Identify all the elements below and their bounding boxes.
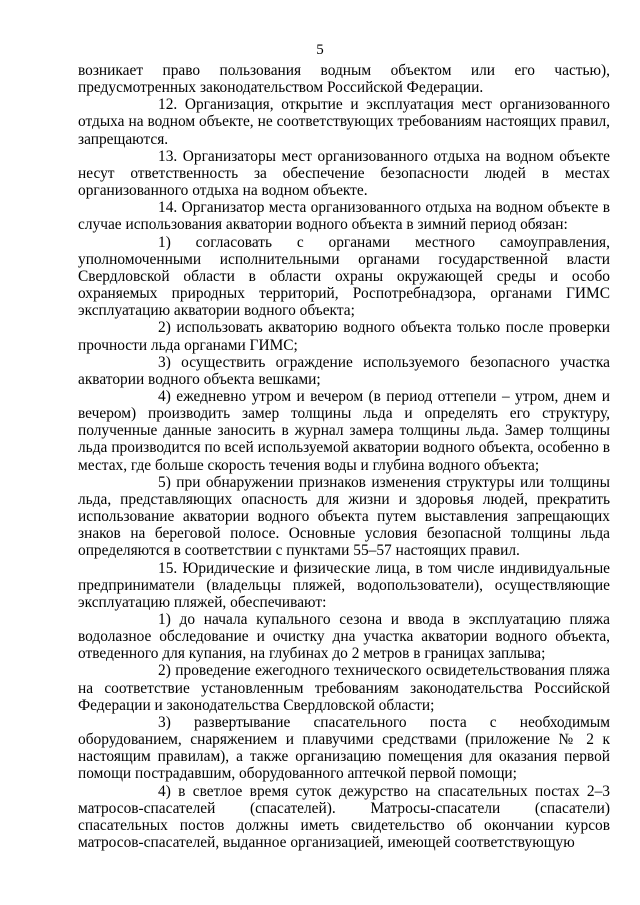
list-item-text: при обнаружении признаков изменения структуры или толщины льда, представляющих опасность для жизни и здоровья людей, прекратить использование акватории водного объекта путем выставления запрещающих знаков на береговой полосе. Основные условия безопасной толщины льда определяются в соответствии с пунктами 55–57 настоящих правил.	[78, 473, 610, 560]
paragraph-number: 12.	[158, 96, 178, 114]
list-item-number: 4)	[158, 782, 171, 800]
list-item	[78, 388, 610, 474]
paragraph-text: Организаторы мест организованного отдыха на водном объекте несут ответственность за обеспечение безопасности людей в местах организованного отдыха на водном объекте.	[78, 147, 610, 200]
paragraph-number: 14.	[158, 199, 178, 217]
list-item	[78, 354, 610, 388]
list-item-text: проведение ежегодного технического освидетельствования пляжа на соответствие установленным требованиям законодательства Российской Федерации и законодательства Свердловской области;	[78, 662, 610, 714]
paragraph-number: 13.	[158, 147, 178, 165]
list-item-number: 4)	[158, 387, 171, 405]
paragraph-text: Юридические и физические лица, в том числе индивидуальные предприниматели (владельцы пляжей, водопользователи), осуществляющие эксплуатацию пляжей, обеспечивают:	[78, 559, 610, 611]
list-item	[78, 319, 610, 353]
paragraph-number: 15.	[158, 559, 178, 577]
list-item	[78, 474, 610, 560]
list-item	[78, 783, 610, 852]
paragraph	[78, 62, 610, 96]
document-body	[78, 62, 610, 851]
list-item-number: 3)	[158, 353, 171, 371]
list-item	[78, 234, 610, 320]
list-item-number: 1)	[158, 611, 171, 628]
paragraph	[78, 199, 610, 233]
paragraph-text: Организация, открытие и эксплуатация мест организованного отдыха на водном объекте, не соответствующих требованиям настоящих правил, запрещаются.	[78, 96, 610, 148]
list-item-text: ежедневно утром и вечером (в период оттепели – утром, днем и вечером) производить замер толщины льда и определять его структуру, полученные данные заносить в журнал замера толщины льда. Замер толщины льда производится по всей используемой акватории водного объекта, особенно в местах, где больше скорость течения воды и глубина водного объекта;	[78, 387, 610, 474]
paragraph	[78, 96, 610, 147]
list-item	[78, 662, 610, 713]
list-item-number: 1)	[158, 233, 171, 251]
list-item	[78, 714, 610, 783]
list-item-number: 3)	[158, 713, 171, 731]
list-item	[78, 611, 610, 662]
list-item-number: 2)	[158, 319, 171, 337]
list-item-text: осуществить ограждение используемого безопасного участка акватории водного объекта вешками;	[78, 353, 610, 388]
paragraph	[78, 148, 610, 199]
list-item-text: использовать акваторию водного объекта только после проверки прочности льда органами ГИМС;	[78, 319, 610, 354]
paragraph	[78, 560, 610, 611]
list-item-text: до начала купального сезона и ввода в эксплуатацию пляжа водолазное обследование и очистку дна участка акватории водного объекта, отведенного для купания, на глубинах до 2 метров в границах заплыва;	[78, 611, 610, 663]
paragraph-text: возникает право пользования водным объектом или его частью), предусмотренных законодательством Российской Федерации.	[78, 62, 610, 97]
list-item-number: 2)	[158, 662, 171, 680]
list-item-text: в светлое время суток дежурство на спасательных постах 2–3 матросов-спасателей (спасателей). Матросы-спасатели (спасатели) спасательных постов должны иметь свидетельство об окончании курсов матросов-спасателей, выданное организацией, имеющей соответствующую	[78, 782, 610, 852]
list-item-text: развертывание спасательного поста с необходимым оборудованием, снаряжением и плавучими средствами (приложение № 2 к настоящим правилам), а также организацию помещения для оказания первой помощи пострадавшим, оборудованного аптечкой первой помощи;	[78, 713, 610, 783]
paragraph-text: Организатор места организованного отдыха на водном объекте в случае использования акватории водного объекта в зимний период обязан:	[78, 199, 610, 234]
page-number: 5	[316, 42, 324, 58]
list-item-number: 5)	[158, 473, 171, 491]
list-item-text: согласовать с органами местного самоуправления, уполномоченными исполнительными органами государственной власти Свердловской области в области охраны окружающей среды и особо охраняемых природных территорий, Роспотребнадзора, органами ГИМС эксплуатацию акватории водного объекта;	[78, 233, 610, 320]
